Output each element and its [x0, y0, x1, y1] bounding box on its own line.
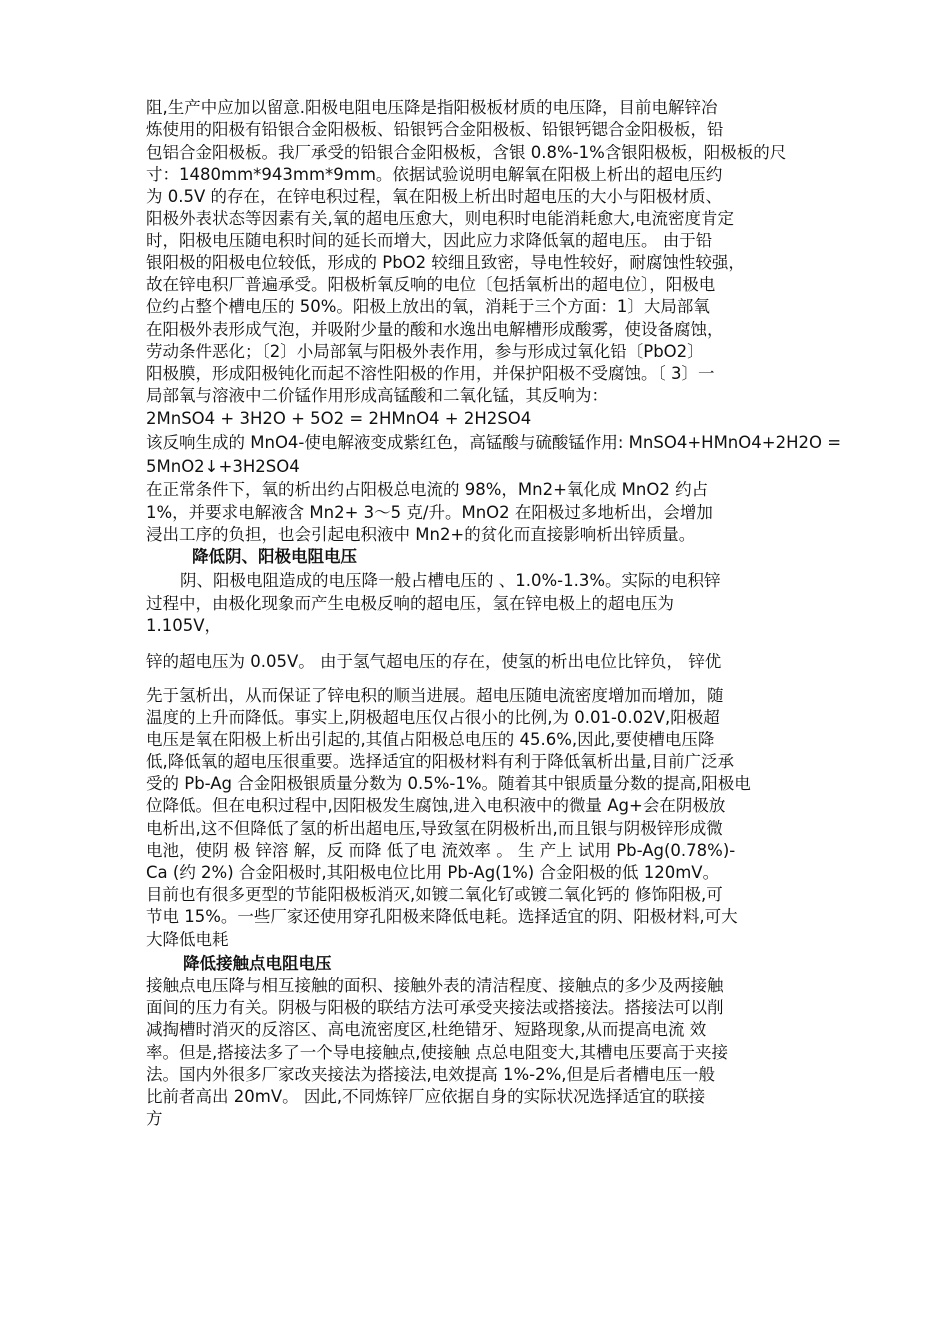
section-heading: 降低阴、阳极电阻电压	[192, 547, 357, 566]
text-line: 该反响生成的 MnO4-使电解液变成紫红色，高锰酸与硫酸锰作用: MnSO4+HMnO4+2H2O =	[146, 433, 842, 452]
section-heading: 降低接触点电阻电压	[183, 954, 332, 973]
text-line: 阴、阳极电阻造成的电压降一般占槽电压的 、1.0%-1.3%。实际的电积锌	[180, 571, 721, 590]
text-line: 炼使用的阳极有铅银合金阳极板、铅银钙合金阳极板、铅银钙锶合金阳极板，铅	[146, 120, 724, 139]
equation-line: 2MnSO4 + 3H2O + 5O2 = 2HMnO4 + 2H2SO4	[146, 409, 532, 428]
text-line: 在正常条件下，氧的析出约占阳极总电流的 98%，Mn2+氧化成 MnO2 约占	[146, 480, 709, 499]
text-line: 方	[146, 1109, 163, 1128]
text-line: 阻,生产中应加以留意.阳极电阻电压降是指阳极板材质的电压降，目前电解锌冶	[146, 98, 718, 117]
text-line: 过程中，由极化现象而产生电极反响的超电压，氢在锌电极上的超电压为	[146, 594, 674, 613]
equation-line: 5MnO2↓+3H2SO4	[146, 457, 300, 476]
text-line: 包铝合金阳极板。我厂承受的铅银合金阳极板，含银 0.8%-1%含银阳极板，阳极板的尺	[146, 143, 787, 162]
text-line: 大降低电耗	[146, 930, 229, 949]
text-line: 1.105V，	[146, 616, 222, 635]
text-line: 电压是氧在阳极上析出引起的,其值占阳极总电压的 45.6%,因此,要使槽电压降	[146, 730, 715, 749]
text-line: 阳极外表状态等因素有关,氧的超电压愈大，则电积时电能消耗愈大,电流密度肯定	[146, 209, 734, 228]
text-line: 面间的压力有关。阴极与阳极的联结方法可承受夹接法或搭接法。搭接法可以削	[146, 998, 724, 1017]
text-line: 锌的超电压为 0.05V。 由于氢气超电压的存在，使氢的析出电位比锌负， 锌优	[146, 652, 722, 671]
text-line: 温度的上升而降低。事实上,阴极超电压仅占很小的比例,为 0.01-0.02V,阳极超	[146, 708, 720, 727]
text-line: 局部氧与溶液中二价锰作用形成高锰酸和二氧化锰，其反响为：	[146, 386, 608, 405]
text-line: Ca (约 2%) 合金阳极时,其阳极电位比用 Pb-Ag(1%) 合金阳极的低 120mV。	[146, 863, 720, 882]
text-line: 寸：1480mm*943mm*9mm。依据试验说明电解氧在阳极上析出的超电压约	[146, 165, 723, 184]
text-line: 在阳极外表形成气泡，并吸附少量的酸和水逸出电解槽形成酸雾，使设备腐蚀，	[146, 320, 724, 339]
text-line: 接触点电压降与相互接触的面积、接触外表的清洁程度、接触点的多少及两接触	[146, 976, 724, 995]
text-line: 1%，并要求电解液含 Mn2+ 3～5 克/升。MnO2 在阳极过多地析出，会增加	[146, 503, 713, 522]
text-line: 故在锌电积厂普遍承受。阳极析氧反响的电位〔包括氧析出的超电位〕，阳极电	[146, 275, 716, 294]
text-line: 法。国内外很多厂家改夹接法为搭接法,电效提高 1%-2%,但是后者槽电压一般	[146, 1065, 716, 1084]
text-line: 节电 15%。一些厂家还使用穿孔阳极来降低电耗。选择适宜的阴、阳极材料,可大	[146, 907, 738, 926]
text-line: 受的 Pb-Ag 合金阳极银质量分数为 0.5%-1%。随着其中银质量分数的提高,阳极电	[146, 774, 751, 793]
text-line: 浸出工序的负担，也会引起电积液中 Mn2+的贫化而直接影响析出锌质量。	[146, 525, 696, 544]
text-line: 银阳极的阳极电位较低，形成的 PbO2 较细且致密，导电性较好，耐腐蚀性较强，	[146, 253, 745, 272]
text-line: 比前者高出 20mV。 因此,不同炼锌厂应依据自身的实际状况选择适宜的联接	[146, 1087, 706, 1106]
text-line: 目前也有很多更型的节能阳极板消灭,如镀二氧化钌或镀二氧化钙的 修饰阳极,可	[146, 885, 723, 904]
text-line: 率。但是,搭接法多了一个导电接触点,使接触 点总电阻变大,其槽电压要高于夹接	[146, 1043, 728, 1062]
text-line: 位约占整个槽电压的 50%。阳极上放出的氧，消耗于三个方面：1〕大局部氧	[146, 297, 710, 316]
text-line: 劳动条件恶化；〔2〕小局部氧与阳极外表作用，参与形成过氧化铅〔PbO2〕	[146, 342, 704, 361]
text-line: 电池，使阴 极 锌溶 解，反 而降 低了电 流效率 。 生 产上 试用 Pb-Ag(0.78%)-	[146, 841, 736, 860]
text-line: 减掏槽时消灭的反溶区、高电流密度区,杜绝错牙、短路现象,从而提高电流 效	[146, 1020, 707, 1039]
text-line: 先于氢析出，从而保证了锌电积的顺当进展。超电压随电流密度增加而增加，随	[146, 686, 724, 705]
text-line: 时，阳极电压随电积时间的延长而增大，因此应力求降低氧的超电压。 由于铅	[146, 231, 713, 250]
text-line: 低,降低氧的超电压很重要。选择适宜的阳极材料有利于降低氧析出量,目前广泛承	[146, 752, 734, 771]
text-line: 位降低。但在电积过程中,因阳极发生腐蚀,进入电积液中的微量 Ag+会在阴极放	[146, 796, 726, 815]
text-line: 电析出,这不但降低了氢的析出超电压,导致氢在阴极析出,而且银与阴极锌形成微	[146, 819, 723, 838]
text-line: 阳极膜，形成阳极钝化而起不溶性阳极的作用，并保护阳极不受腐蚀。〔 3〕一	[146, 364, 715, 383]
text-line: 为 0.5V 的存在，在锌电积过程，氧在阳极上析出时超电压的大小与阳极材质、	[146, 187, 723, 206]
